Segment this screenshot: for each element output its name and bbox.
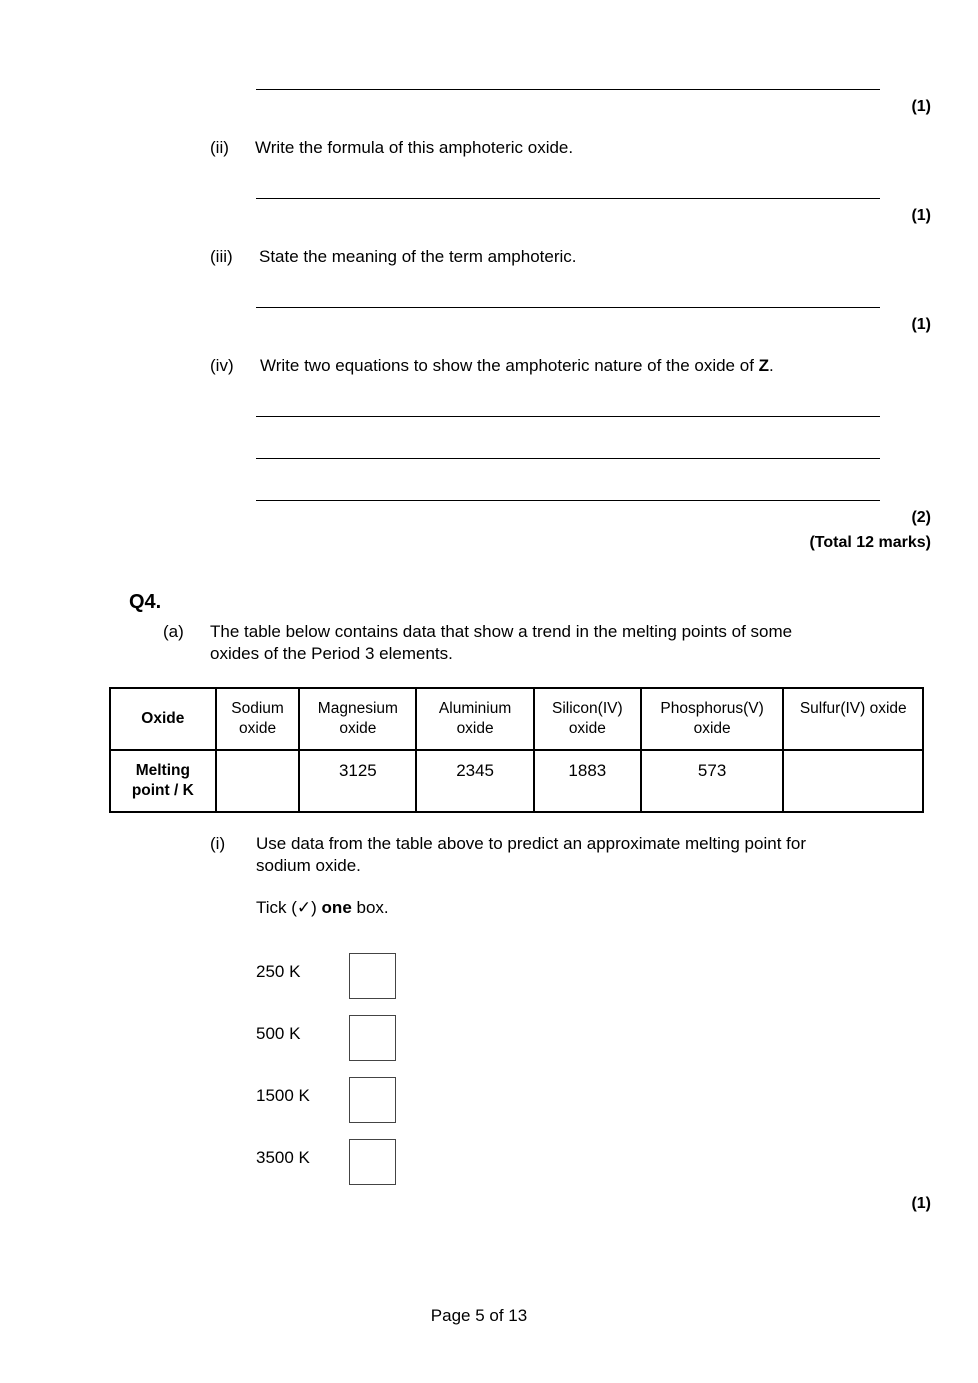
option-label: 3500 K [256,1148,310,1167]
option-label: 1500 K [256,1086,310,1105]
marks-label: (2) [911,509,931,526]
tick-instruction: Tick (✓) one box. [256,898,389,917]
option-label: 250 K [256,962,301,981]
column-header: Phosphorus(V) oxide [641,688,784,750]
column-header: Aluminium oxide [416,688,534,750]
page-number: Page 5 of 13 [430,1306,528,1325]
part-number: (iii) [210,247,233,266]
part-number: (i) [210,834,226,853]
part-number: (iv) [210,356,234,375]
tick-box-3500k[interactable] [349,1139,396,1185]
question-label: Q4. [129,591,162,613]
table-row [110,688,923,750]
total-marks: (Total 12 marks) [809,534,931,551]
question-text: The table below contains data that show a trend in the melting points of some oxides of the Period 3 elements. [210,622,793,663]
question-text: Write the formula of this amphoteric oxide. [255,138,574,157]
row-header-melting-point: Melting point / K [110,750,216,812]
marks-label: (1) [911,98,931,115]
table-cell: 2345 [416,750,534,812]
marks-label: (1) [911,1195,931,1212]
question-text: State the meaning of the term amphoteric. [259,247,577,266]
marks-label: (1) [911,207,931,224]
column-header: Sulfur(IV) oxide [783,688,923,750]
tick-box-500k[interactable] [349,1015,396,1061]
table-cell: 1883 [534,750,641,812]
option-label: 500 K [256,1024,301,1043]
table-row [110,750,923,812]
table-cell: 3125 [299,750,416,812]
marks-label: (1) [911,316,931,333]
table-cell [783,750,923,812]
part-number: (ii) [210,138,229,157]
part-number: (a) [163,622,184,641]
column-header: Sodium oxide [216,688,300,750]
answer-line[interactable] [256,198,880,199]
question-text: Write two equations to show the amphoteric nature of the oxide of Z. [260,356,774,375]
answer-line[interactable] [256,416,880,417]
melting-point-table [109,687,924,813]
tick-box-1500k[interactable] [349,1077,396,1123]
answer-line[interactable] [256,307,880,308]
answer-line[interactable] [256,500,880,501]
question-text: Use data from the table above to predict an approximate melting point for sodium oxide. [256,834,806,875]
table-cell: 573 [641,750,784,812]
answer-line[interactable] [256,89,880,90]
column-header: Silicon(IV) oxide [534,688,641,750]
answer-line[interactable] [256,458,880,459]
table-cell [216,750,300,812]
tick-box-250k[interactable] [349,953,396,999]
row-header-oxide: Oxide [110,688,216,750]
column-header: Magnesium oxide [299,688,416,750]
